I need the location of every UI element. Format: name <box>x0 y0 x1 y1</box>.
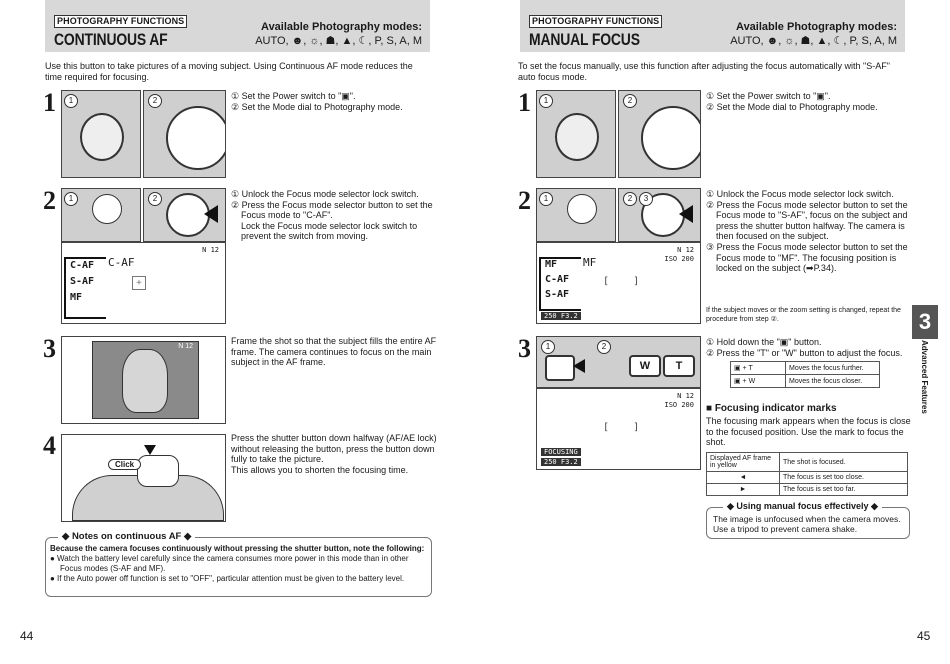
chapter-tab: 3 <box>912 305 938 339</box>
intro-text: Use this button to take pictures of a moving subject. Using Continuous AF mode reduces the time required for focusing. <box>45 61 413 82</box>
step-number: 1 <box>518 88 531 117</box>
mode-dial-image: 2 <box>143 90 226 178</box>
focus-selector-button-image: 2 3 <box>618 188 701 242</box>
intro-text: To set the focus manually, use this function after adjusting the focus automatically with "S-AF" auto focus mode. <box>518 61 890 82</box>
table-row: ▣ + T Moves the focus further. <box>731 362 880 375</box>
step1-instructions: ① Set the Power switch to "▣". ② Set the Mode dial to Photography mode. <box>706 91 878 112</box>
step1-instructions: ① Set the Power switch to "▣". ② Set the Mode dial to Photography mode. <box>231 91 403 112</box>
page-title: CONTINUOUS AF <box>54 30 168 49</box>
step-number: 4 <box>43 431 56 460</box>
step-number: 1 <box>43 88 56 117</box>
modes-list: AUTO, ☻, ☼, ☗, ▲, ☾, P, S, A, M <box>255 35 422 47</box>
table-row: ► The focus is set too far. <box>707 484 908 496</box>
notes-title: ◆ Notes on continuous AF ◆ <box>58 531 195 542</box>
step3-instructions: ① Hold down the "▣" button. ② Press the "T" or "W" button to adjust the focus. <box>706 337 903 358</box>
chapter-label: Advanced Features <box>920 340 929 414</box>
step-number: 3 <box>518 334 531 363</box>
lcd-focus-mode-screen: N 12 C-AF + C-AF S-AF MF <box>61 242 226 324</box>
indicator-title: ■ Focusing indicator marks <box>706 403 837 414</box>
camera-power-switch-image: 1 <box>536 90 616 178</box>
tips-title: ◆ Using manual focus effectively ◆ <box>723 501 882 512</box>
modes-list: AUTO, ☻, ☼, ☗, ▲, ☾, P, S, A, M <box>730 35 897 47</box>
t-button: T <box>663 355 695 377</box>
indicator-body: The focusing mark appears when the focus is close to the focused position. Use the mark to focus the shot. <box>706 416 911 448</box>
step2-instructions: ① Unlock the Focus mode selector lock switch. ② Press the Focus mode selector button to set the Focus mode to "S-AF", focus on the subject and press the shutter button halfway. The camera is then focused on the subject. ③ Press the Focus mode selector button to set the Focus mode to "MF". The focusing position is locked on the subject (➡P.34). <box>706 189 908 274</box>
page-number: 44 <box>20 629 34 643</box>
page-number: 45 <box>917 629 931 643</box>
subject-framing-image: N 12 <box>61 336 226 424</box>
table-row: ◄ The focus is set too close. <box>707 472 908 484</box>
function-label: PHOTOGRAPHY FUNCTIONS <box>529 15 662 28</box>
zoom-focus-table <box>730 361 880 388</box>
mode-dial-image: 2 <box>618 90 701 178</box>
indicator-table <box>706 452 908 496</box>
table-row: Displayed AF frame in yellow The shot is focused. <box>707 453 908 472</box>
step-number: 2 <box>43 186 56 215</box>
lcd-focus-mode-screen: N 12 ISO 200 MF [ ] MF C-AF S-AF 250 F3.2 <box>536 242 701 324</box>
focus-buttons-image: 1 2 W T <box>536 336 701 388</box>
camera-power-switch-image: 1 <box>61 90 141 178</box>
right-header <box>520 0 905 52</box>
modes-label: Available Photography modes: <box>736 21 897 33</box>
w-button: W <box>629 355 661 377</box>
focus-selector-button-image: 2 <box>143 188 226 242</box>
left-header <box>45 0 430 52</box>
shutter-press-image <box>61 434 226 522</box>
modes-label: Available Photography modes: <box>261 21 422 33</box>
step2-instructions: ① Unlock the Focus mode selector lock switch. ② Press the Focus mode selector button to set the Focus mode to "C-AF". Lock the Focus mode selector lock switch to prevent the switch from moving. <box>231 189 433 242</box>
page-title: MANUAL FOCUS <box>529 30 640 49</box>
step-number: 3 <box>43 334 56 363</box>
step-number: 2 <box>518 186 531 215</box>
lcd-focusing-screen: N 12 ISO 200 [ ] FOCUSING 250 F3.2 <box>536 388 701 470</box>
function-label: PHOTOGRAPHY FUNCTIONS <box>54 15 187 28</box>
click-label: Click <box>108 459 141 470</box>
notes-content: Because the camera focuses continuously without pressing the shutter button, note the following: ● Watch the battery level carefully since the camera consumes more power in this mode than in other Focus modes (S-AF and MF). ● If the Auto power off function is set to "OFF", particular attention must be given to the battery level. <box>50 544 425 583</box>
step2-tip: If the subject moves or the zoom setting is changed, repeat the procedure from step ②. <box>706 307 901 323</box>
table-row: ▣ + W Moves the focus closer. <box>731 375 880 388</box>
step3-instructions: Frame the shot so that the subject fills the entire AF frame. The camera continues to focus on the main subject in the AF frame. <box>231 336 437 368</box>
focus-lock-switch-image: 1 <box>536 188 616 242</box>
right-page <box>475 0 950 664</box>
tips-content: The image is unfocused when the camera moves. Use a tripod to prevent camera shake. <box>713 514 901 534</box>
step4-instructions: Press the shutter button down halfway (AF/AE lock) without releasing the button, press the button down fully to take the picture. This allows you to shorten the focusing time. <box>231 433 437 475</box>
focus-lock-switch-image: 1 <box>61 188 141 242</box>
